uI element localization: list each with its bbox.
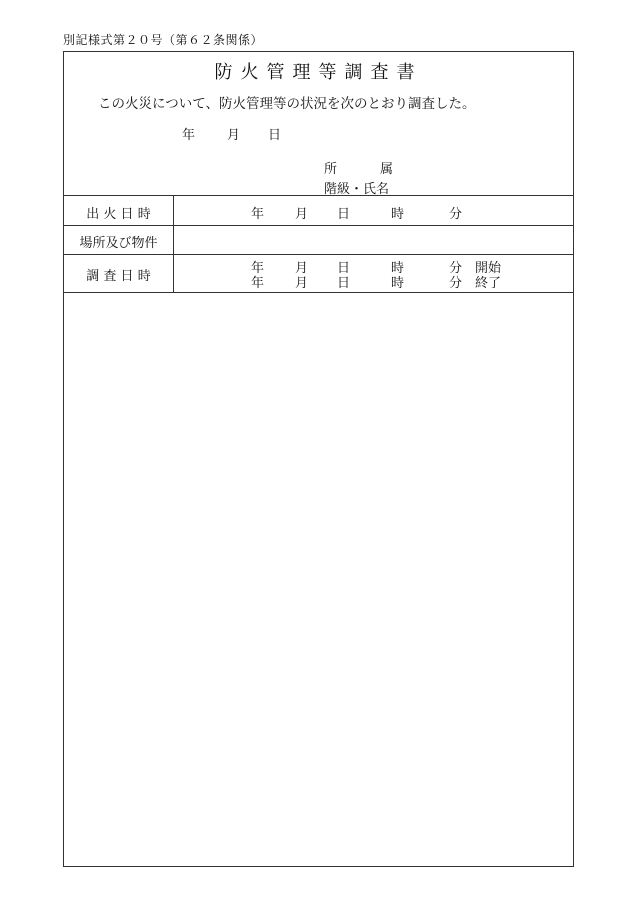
- report-date-day: 日: [268, 128, 282, 143]
- survey-start-suffix: 開始: [475, 261, 502, 276]
- fire-year-unit: 年: [251, 207, 265, 222]
- intro-sentence: この火災について、防火管理等の状況を次のとおり調査した。: [98, 96, 476, 112]
- survey-start-month-unit: 月: [295, 261, 309, 276]
- survey-end-month-unit: 月: [295, 276, 309, 291]
- survey-start-day-unit: 日: [337, 261, 351, 276]
- affiliation-label-1: 所: [324, 162, 338, 177]
- table-top-border: [64, 195, 573, 196]
- survey-end-suffix: 終了: [475, 276, 502, 291]
- survey-content-area: [64, 293, 573, 866]
- form-frame: [63, 51, 574, 867]
- fire-datetime-label: 出 火 日 時: [86, 207, 151, 222]
- form-number-label: 別記様式第２０号（第６２条関係）: [63, 33, 264, 47]
- affiliation-label-2: 属: [380, 162, 394, 177]
- survey-start-year-unit: 年: [251, 261, 265, 276]
- report-date-month: 月: [227, 128, 241, 143]
- survey-start-minute-unit: 分: [449, 261, 463, 276]
- table-row-divider: [64, 254, 573, 255]
- survey-end-hour-unit: 時: [391, 276, 405, 291]
- survey-end-day-unit: 日: [337, 276, 351, 291]
- fire-month-unit: 月: [295, 207, 309, 222]
- fire-minute-unit: 分: [449, 207, 463, 222]
- fire-day-unit: 日: [337, 207, 351, 222]
- table-row-divider: [64, 225, 573, 226]
- fire-hour-unit: 時: [391, 207, 405, 222]
- survey-end-year-unit: 年: [251, 276, 265, 291]
- table-column-divider: [173, 195, 174, 292]
- rank-name-label: 階級・氏名: [324, 182, 390, 197]
- survey-datetime-label: 調 査 日 時: [86, 269, 151, 284]
- document-title: 防火管理等調査書: [214, 62, 423, 83]
- survey-end-minute-unit: 分: [449, 276, 463, 291]
- report-date-year: 年: [182, 128, 196, 143]
- survey-start-hour-unit: 時: [391, 261, 405, 276]
- location-label: 場所及び物件: [79, 236, 158, 251]
